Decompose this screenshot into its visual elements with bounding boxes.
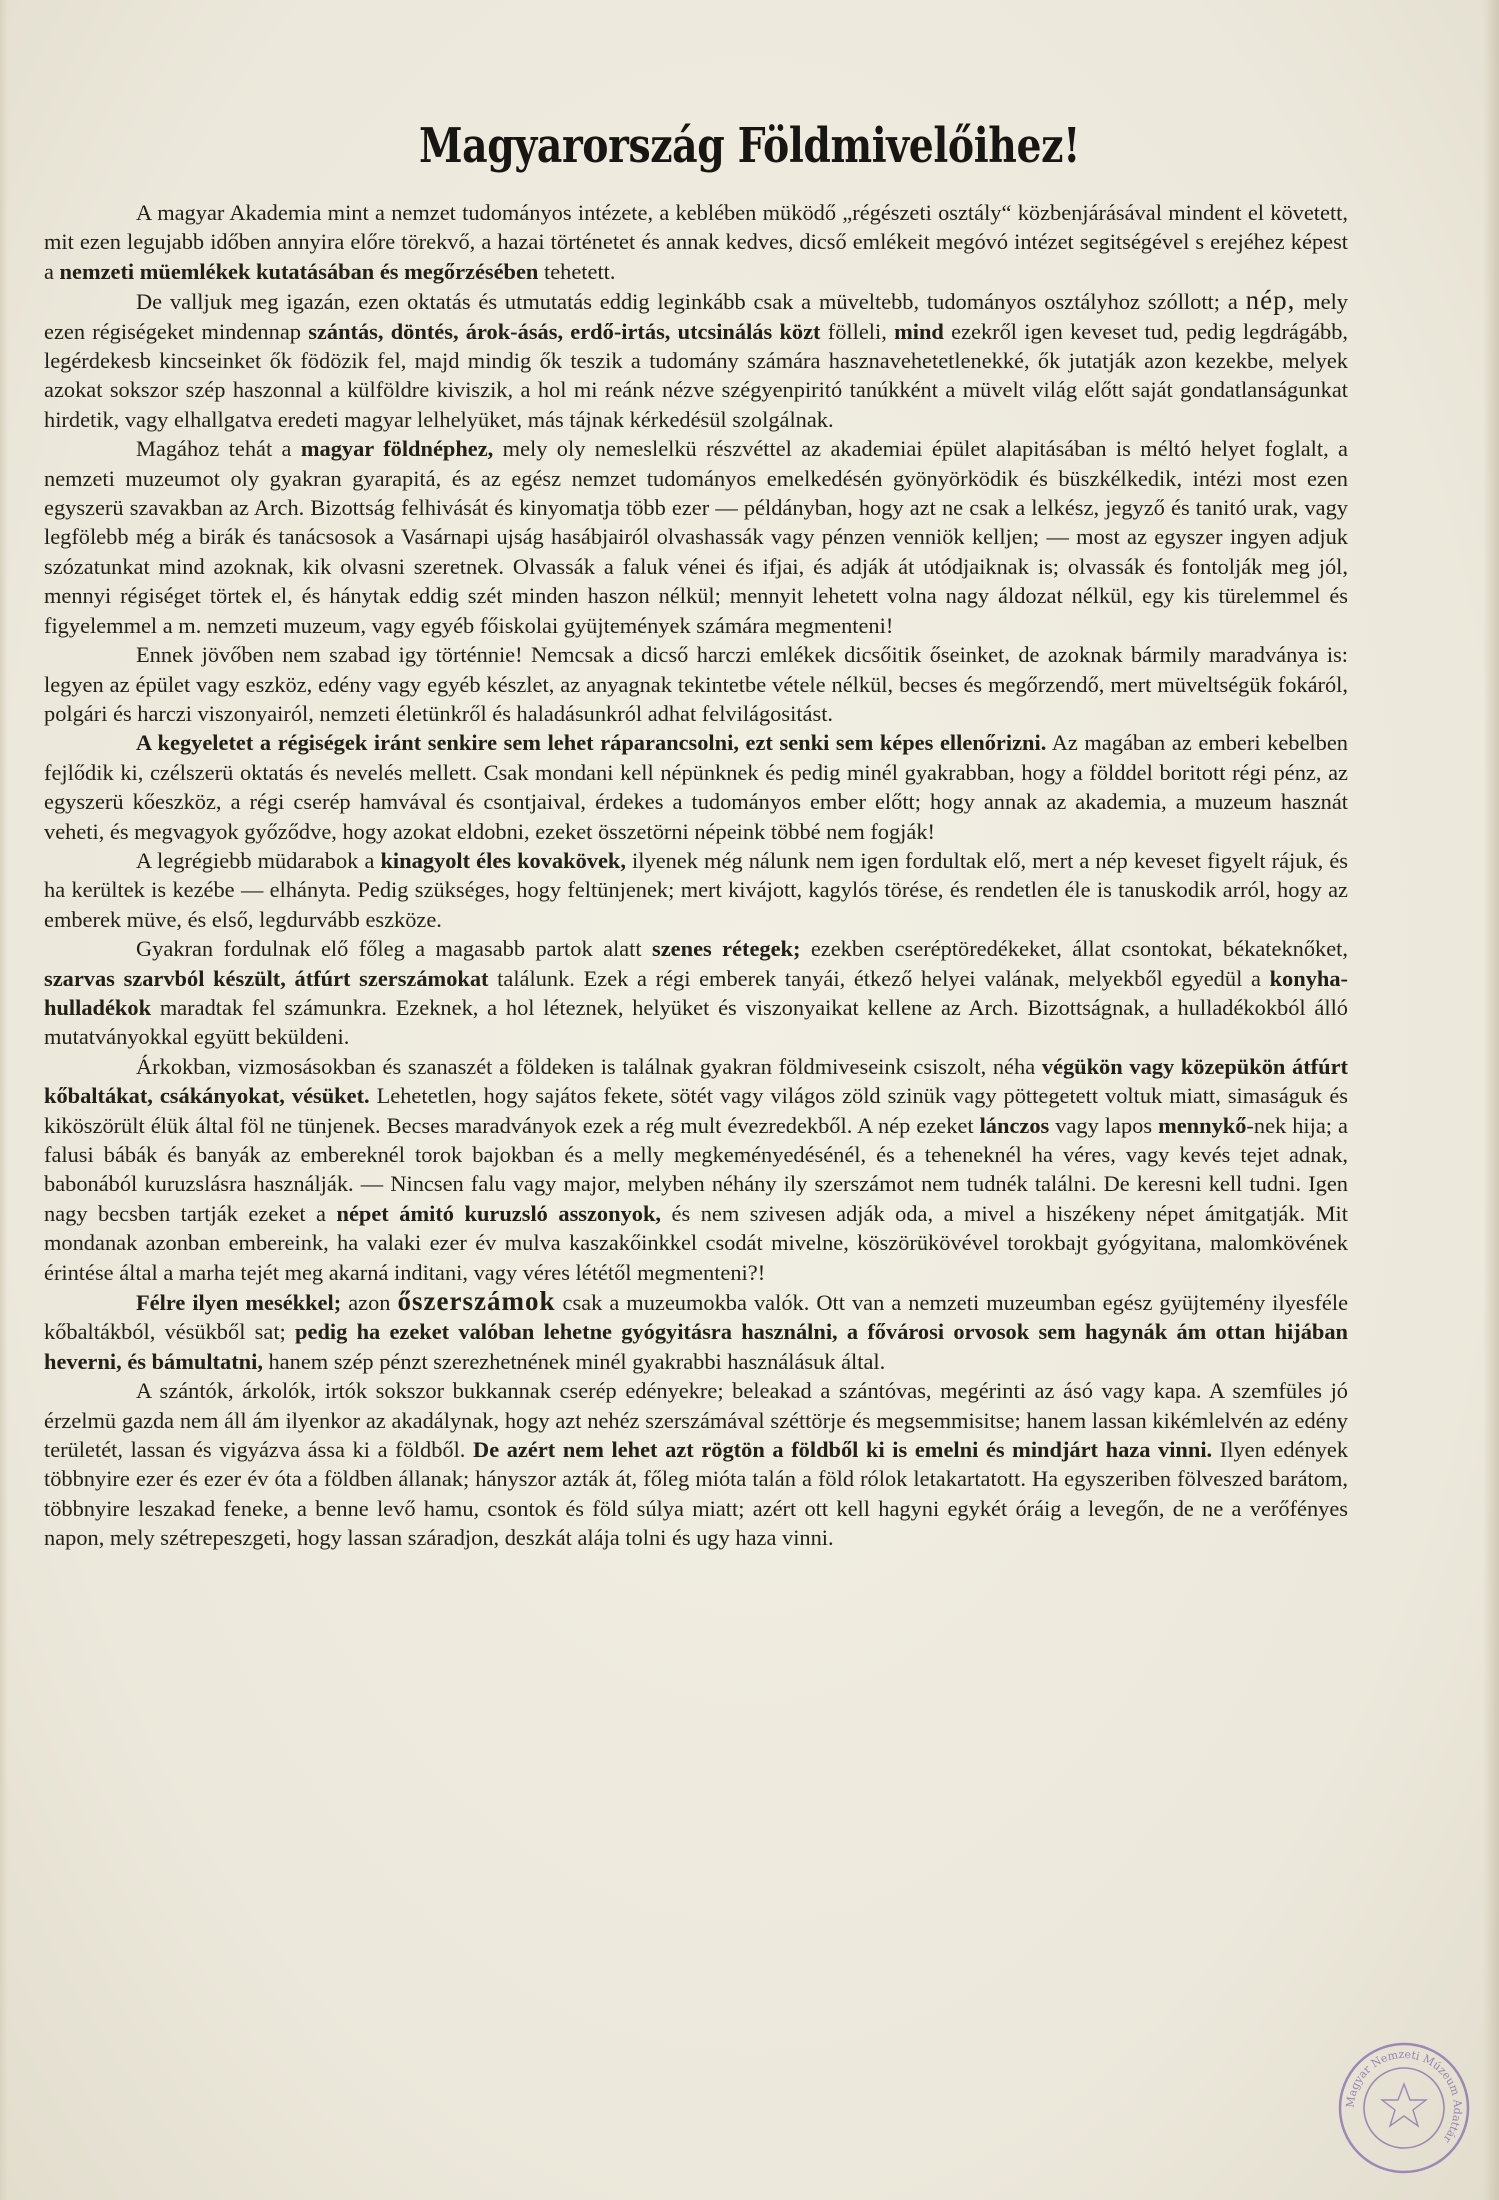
emphasized-text: nemzeti müemlékek kutatásában és megőrzésében — [59, 258, 539, 284]
text-run: A legrégiebb müdarabok a — [136, 847, 381, 873]
emphasized-text: lánczos — [979, 1112, 1050, 1138]
text-run: és nem szivesen adják oda, a mivel a hiszékeny népet ámitgatják. Mit mondanak azonban embereink, ha valaki ezer év mulva kaszakőinkkel csodát mivelne, köszörükövével torokbajt gyógyitana, malomkövének érintése által a marha tejét meg akarná inditani, vagy véres lététől megmenteni?! — [44, 1200, 1348, 1285]
text-run: Az magában az emberi kebelben fejlődik ki, czélszerü oktatás és nevelés mellett. Csak mondani kell népünknek és pedig minél gyakrabban, hogy a földdel boritott régi pénz, az egyszerü kőeszköz, a régi cserép hamvával és csontjaival, érdekes a tudományos ember előtt; hogy annak az akademia, a muzeum hasznát veheti, és megvagyok győződve, hogy azokat eldobni, ezeket összetörni népeink többé nem fogják! — [44, 730, 1348, 844]
text-run: Gyakran fordulnak elő főleg a magasabb partok alatt — [136, 936, 653, 962]
text-run: azon — [341, 1290, 398, 1316]
text-run: ezekről igen keveset tud, pedig legdrágább, legérdekesb kincseinket ők födözik fel, majd mindig ők teszik a tudomány számára hasznavehetetlenekké, ők jutatják azon kezekbe, melyek azokat sokszor szép haszonnal a külföldre kiviszik, a hol mi reánk nézve szégyenpiritó tanúkként a müvelt világ előtt saját gondatlanságunkat hirdetik, vagy elhallgatva eredeti magyar lelhelyüket, más tájnak kérkedésül szolgálnak. — [44, 318, 1348, 432]
emphasized-text: nép, — [1245, 285, 1296, 316]
paragraph — [44, 728, 1348, 846]
paper-right-edge — [1483, 0, 1499, 2200]
text-run: A magyar Akademia mint a nemzet tudományos intézete, a keblében müködő „régészeti osztály“ közbenjárásával mindent el követett, mit ezen legujabb időben annyira előre törekvő, a hazai történetet és annak kedves, dicső emlékeit megóvó intézet segitségével s erejéhez képest a — [44, 200, 1348, 284]
svg-text:Magyar Nemzeti Múzeum Adattár — [1344, 2048, 1464, 2146]
text-run: De valljuk meg igazán, ezen oktatás és utmutatás eddig leginkább csak a müveltebb, tudományos osztályhoz szóllott; a — [136, 289, 1246, 315]
text-run: Ilyen edények többnyire ezer és ezer év óta a földben állanak; hányszor azták át, főleg mióta talán a föld rólok letakartatott. Ha egyszeriben fölveszed barátom, többnyire leszakad feneke, a benne levő hamu, csontok és föld súlya miatt; azért ott kell hagyni egykét óráig a levegőn, de ne a verőfényes napon, mely szétrepeszgeti, hogy lassan száradjon, deszkát alája tolni és ugy haza vinni. — [44, 1437, 1349, 1551]
emphasized-text: pedig ha ezeket valóban lehetne gyógyitásra használni, a fővárosi orvosok sem hagynák ám ottan hijában heverni, és bámultatni, — [44, 1319, 1348, 1374]
paragraph — [44, 434, 1348, 640]
emphasized-text: szarvas szarvból készült, átfúrt szerszámokat — [44, 965, 489, 991]
emphasized-text: mind — [894, 318, 944, 344]
text-run: ezekben cseréptöredékeket, állat csontokat, békateknőket, — [800, 936, 1348, 962]
body-text — [44, 198, 1348, 1553]
text-run: tehetett. — [538, 258, 616, 284]
text-run: Lehetetlen, hogy sajátos fekete, sötét vagy világos zöld szinük vagy pöttegetett voltuk miatt, simaságuk és kiköszörült élük által föl ne tünjenek. Becses maradványok ezek a rég mult évezredekből. A nép ezeket — [44, 1083, 1348, 1138]
paragraph — [44, 198, 1348, 286]
text-run: Magához tehát a — [136, 436, 301, 462]
stamp-text: Magyar Nemzeti Múzeum Adattár — [1343, 2047, 1465, 2146]
paragraph — [44, 1052, 1348, 1287]
text-run: -nek hija; a falusi bábák és banyák az embereknél torok bajokban és a melly megkeményedésénél, és a teheneknél ha véres, vagy kevés tejet adnak, babonából kuruzslásra használják. — Nincsen falu vagy major, melyben néhány ily szerszámot nem tudnék találni. De keresni kell tudni. Igen nagy becsben tartják ezeket a — [44, 1112, 1348, 1226]
emphasized-text: szántás, döntés, árok-ásás, erdő-irtás, utcsinálás közt — [308, 318, 821, 344]
paragraph — [44, 1376, 1348, 1552]
paragraph — [44, 1287, 1348, 1376]
text-run: fölleli, — [820, 318, 895, 344]
text-run: A szántók, árkolók, irtók sokszor bukkannak cserép edényekre; beleakad a szántóvas, megérinti az ásó vagy kapa. A szemfüles jó érzelmü gazda nem áll ám ilyenkor az akadálynak, hogy azt nehéz szerszámával széttörje és megsemmisitse; hanem lassan kikémlelvén az edény területét, lassan és vigyázva ássa ki a földből. — [44, 1378, 1348, 1463]
text-run: Ennek jövőben nem szabad igy történnie! Nemcsak a dicső harczi emlékek dicsőitik őseinket, de azoknak bármily maradványa is: legyen az épület vagy eszköz, edény vagy egyéb készlet, az anyagnak tekintetbe vétele nélkül, becses és megőrzendő, mert müveltségük fokáról, polgári és harczi viszonyairól, nemzeti életünkről és haladásunkról adhat felvilágositást. — [44, 642, 1348, 726]
text-run: találunk. Ezek a régi emberek tanyái, étkező helyei valának, melyekből egyedül a — [488, 965, 1270, 991]
emphasized-text: konyha-hulladékok — [44, 965, 1348, 1020]
paragraph — [44, 640, 1348, 728]
paragraph — [44, 286, 1348, 434]
text-run: ilyenek még nálunk nem igen fordultak elő, mert a nép keveset figyelt rájuk, és ha kerültek is kezébe — elhányta. Pedig szükséges, hogy feltünjenek; mert kivájott, kagylós törése, és rendetlen éle is tanuskodik arról, hogy az emberek müve, és első, legdurvább eszköze. — [44, 847, 1348, 932]
text-run: mely oly nemeslelkü részvéttel az akademiai épület alapitásában is méltó helyet foglalt, a nemzeti muzeumot oly gyakran gyarapitá, és az egész nemzet tudományos emelkedésén gyönyörködik és büszkélkedik, intézi most ezen egyszerü szavakban az Arch. Bizottság felhivását és kinyomatja több ezer — példányban, hogy azt ne csak a lelkész, jegyző és tanitó urak, vagy legfölebb még a birák és tanácsosok a Vasárnapi ujság hasábjairól olvashassák vagy pénzen venniök kelljen; — most az egyszer ingyen adjuk szózatunkat mind azoknak, kik olvasni szeretnek. Olvassák a faluk vénei és ifjai, és adják át utódjaiknak is; olvassák és fontolják meg jól, mennyi régiséget törtek el, és hánytak eddig szét minden haszon nélkül; mennyit lehetett volna nagy áldozat nélkül, egy kis türelemmel és figyelemmel a m. nemzeti muzeum, vagy egyéb főiskolai gyüjtemények számára megmenteni! — [44, 436, 1348, 638]
emphasized-text: őszerszámok — [397, 1286, 556, 1317]
text-run: csak a muzeumokba valók. Ott van a nemzeti muzeumban egész gyüjtemény ilyesféle kőbaltákból, vésükből sat; — [44, 1290, 1349, 1345]
emphasized-text: népet ámitó kuruzsló asszonyok, — [336, 1200, 662, 1226]
text-run: Árkokban, vizmosásokban és szanaszét a földeken is találnak gyakran földmiveseink csiszolt, néha — [136, 1053, 1042, 1079]
text-run: hanem szép pénzt szerezhetnének minél gyakrabbi használásuk által. — [262, 1348, 886, 1374]
text-run: mely ezen régiségeket mindennap — [44, 289, 1348, 344]
text-run: maradtak fel számunkra. Ezeknek, a hol léteznek, helyüket és viszonyaikat kellene az Arch. Bizottságnak, a hulladékokból álló mutatványokkal együtt beküldeni. — [44, 994, 1348, 1050]
text-run: vagy lapos — [1049, 1112, 1159, 1138]
emphasized-text: De azért nem lehet azt rögtön a földből ki is emelni és mindjárt haza vinni. — [473, 1437, 1213, 1463]
paragraph — [44, 934, 1348, 1052]
paper-left-edge — [0, 0, 8, 2200]
emphasized-text: A kegyeletet a régiségek iránt senkire sem lehet ráparancsolni, ezt senki sem képes ellenőrizni. — [136, 730, 1047, 756]
emphasized-text: Félre ilyen mesékkel; — [136, 1290, 342, 1316]
emphasized-text: mennykő — [1158, 1112, 1247, 1138]
emphasized-text: szenes rétegek; — [652, 936, 801, 962]
museum-stamp — [1336, 2040, 1472, 2176]
emphasized-text: magyar földnéphez, — [300, 436, 494, 462]
page-title: Magyarország Földmivelőihez! — [419, 118, 1080, 174]
emphasized-text: végükön vagy közepükön átfúrt kőbaltákat, csákányokat, vésüket. — [44, 1053, 1348, 1109]
emphasized-text: kinagyolt éles kovakövek, — [380, 847, 626, 873]
paragraph — [44, 846, 1348, 934]
